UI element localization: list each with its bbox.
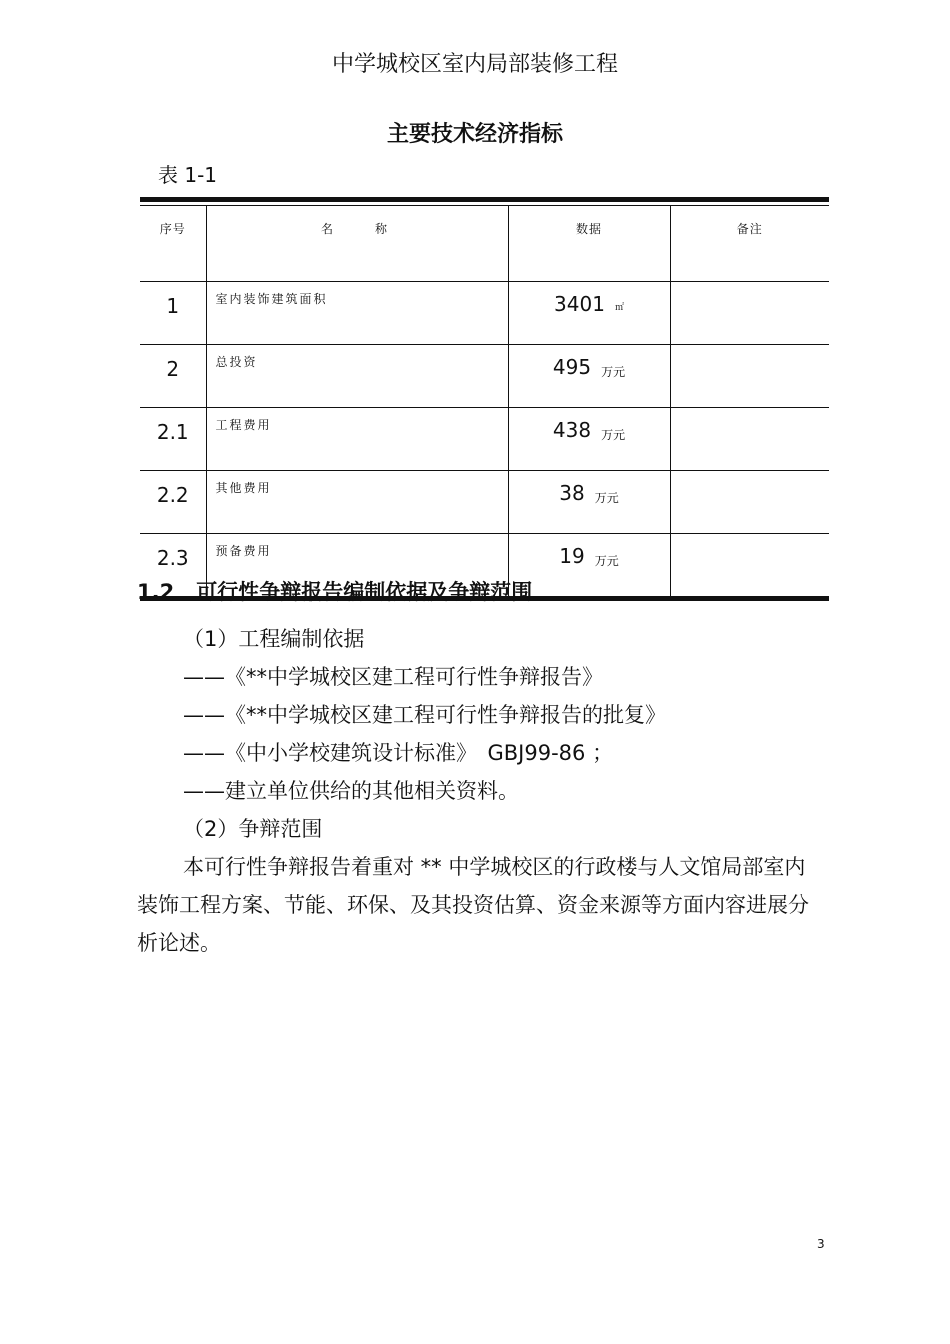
section-heading [137, 577, 532, 607]
indicators-table [140, 197, 829, 601]
value-number: 495 [552, 355, 592, 379]
document-title: 主要技术经济指标 [386, 122, 563, 147]
section-number: 1.2 [137, 580, 175, 604]
value-number: 38 [559, 481, 585, 505]
row-name: 总投资 [206, 345, 508, 408]
row-note [670, 282, 829, 345]
row-name: 工程费用 [206, 408, 508, 471]
section-body [137, 620, 817, 962]
reference-item: ——《**中学城校区建工程可行性争辩报告的批复》 [183, 703, 666, 727]
row-value [508, 408, 670, 471]
row-value [508, 282, 670, 345]
reference-item: ——《**中学城校区建工程可行性争辩报告》 [183, 665, 603, 689]
row-name: 其他费用 [206, 471, 508, 534]
row-name: 室内装饰建筑面积 [206, 282, 508, 345]
table-row [140, 408, 829, 471]
table-label: 表 1-1 [158, 163, 218, 187]
row-index: 2.2 [140, 471, 206, 534]
reference-item: ——建立单位供给的其他相关资料。 [183, 779, 519, 803]
subsection-scope-title: （2）争辩范围 [183, 817, 323, 841]
row-note [670, 345, 829, 408]
row-value [508, 471, 670, 534]
running-header-title: 中学城校区室内局部装修工程 [331, 52, 618, 77]
value-unit: 万元 [601, 365, 626, 379]
value-number: 3401 [554, 292, 605, 316]
column-header-value: 数据 [508, 206, 670, 282]
column-header-index: 序号 [140, 206, 206, 282]
column-header-note: 备注 [670, 206, 829, 282]
section-heading-text: 可行性争辩报告编制依据及争辩范围 [196, 580, 533, 604]
row-note [670, 408, 829, 471]
table-row [140, 345, 829, 408]
value-unit: ㎡ [614, 303, 624, 313]
value-unit: 万元 [594, 554, 619, 568]
value-number: 438 [552, 418, 592, 442]
row-note [670, 534, 829, 597]
row-note [670, 471, 829, 534]
value-unit: 万元 [594, 491, 619, 505]
row-index: 2.3 [140, 534, 206, 597]
subsection-basis-title: （1）工程编制依据 [183, 627, 365, 651]
row-index: 2.1 [140, 408, 206, 471]
table-row [140, 282, 829, 345]
row-index: 2 [140, 345, 206, 408]
table-header-row [140, 206, 829, 282]
scope-paragraph: 本可行性争辩报告着重对 ** 中学城校区的行政楼与人文馆局部室内装饰工程方案、节能、环保、及其投资估算、资金来源等方面内容进展分析论述。 [137, 855, 809, 955]
page-number: 3 [817, 1237, 825, 1251]
value-number: 19 [559, 544, 585, 568]
row-value [508, 345, 670, 408]
reference-item: ——《中小学校建筑设计标准》 GBJ99-86 ； [183, 741, 614, 765]
row-name: 预备费用 [206, 534, 508, 597]
table-row [140, 471, 829, 534]
row-value [508, 534, 670, 597]
column-header-name: 名 称 [206, 206, 508, 282]
row-index: 1 [140, 282, 206, 345]
value-unit: 万元 [601, 428, 626, 442]
